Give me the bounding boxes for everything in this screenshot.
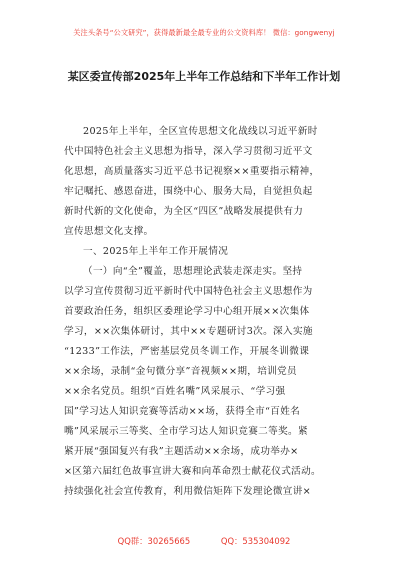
- paragraph-line: 以学习宣传贯彻习近平新时代中国特色社会主义思想作为: [64, 286, 313, 297]
- paragraph-line: 嘴”风采展示三等奖、全市学习达人知识竞赛二等奖。紧: [64, 426, 308, 437]
- paragraph-line: 代中国特色社会主义思想为指导，深入学习贯彻习近平文: [64, 146, 313, 157]
- paragraph-line: 学习，××次集体研讨，其中××专题研讨3次。深入实施: [64, 326, 313, 337]
- paragraph-line: 首要政治任务，组织区委理论学习中心组开展××次集体: [64, 306, 310, 317]
- paragraph-line: 2025年上半年，全区宣传思想文化战线以习近平新时: [83, 126, 318, 137]
- paragraph-line: ××余场，录制“金句微分享”音视频××期，培训党员: [64, 366, 297, 377]
- paragraph-line: 紧开展“强国复兴有我”主题活动××余场，成功举办×: [64, 446, 299, 457]
- paragraph-line: （一）向“全”覆盖，思想理论武装走深走实。坚持: [83, 266, 303, 277]
- footer-banner: [0, 535, 408, 547]
- qq-group-text: QQ群：30265665: [117, 536, 191, 546]
- header-banner: 关注头条号“公文研究”，获得最新最全最专业的公文资料库！ 微信：gongwenyj: [73, 28, 335, 37]
- section-heading: 一、2025年上半年工作开展情况: [83, 246, 229, 257]
- document-title: 某区委宣传部2025年上半年工作总结和下半年工作计划: [67, 70, 341, 83]
- paragraph-line: ××余名党员。组织“百姓名嘴”风采展示、“学习强: [64, 386, 286, 397]
- document-body: [64, 122, 346, 502]
- paragraph-line: 宣传思想文化支撑。: [64, 226, 154, 237]
- paragraph-line: 牢记嘱托、感恩奋进，围绕中心、服务大局，自觉担负起: [64, 186, 313, 197]
- paragraph-line: 持续强化社会宣传教育，利用微信矩阵下发理论微宣讲×: [64, 486, 312, 497]
- paragraph-line: ×区第六届红色故事宣讲大赛和向革命烈士献花仪式活动。: [64, 466, 321, 477]
- paragraph-line: 化思想，高质量落实习近平总书记视察××重要指示精神，: [64, 166, 320, 177]
- paragraph-line: 国”学习达人知识竞赛等活动××场，获得全市“百姓名: [64, 406, 301, 417]
- paragraph-line: 新时代新的文化使命，为全区“四区”战略发展提供有力: [64, 206, 304, 217]
- qq-contact-text: QQ：535304092: [220, 536, 291, 546]
- paragraph-line: “1233”工作法，严密基层党员冬训工作，开展冬训微课: [64, 346, 310, 357]
